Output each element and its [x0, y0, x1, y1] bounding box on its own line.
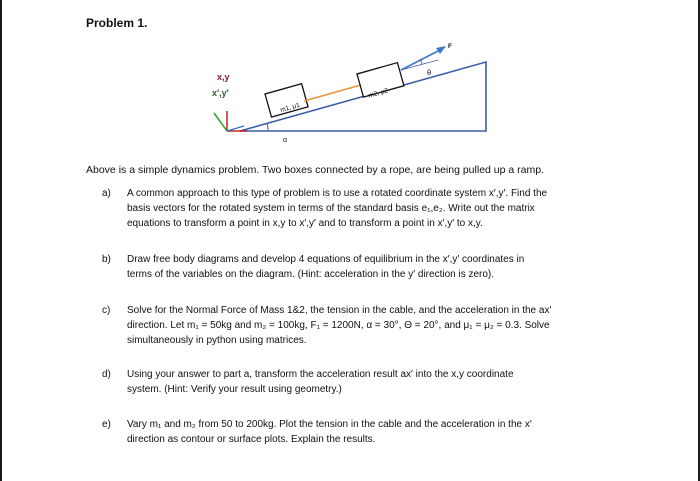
alpha-label: α — [283, 137, 288, 144]
question-letter: b) — [102, 254, 111, 265]
ramp-direction-guide — [401, 60, 438, 70]
rope — [304, 85, 361, 101]
question-line: Using your answer to part a, transform the acceleration result ax′ into the x,y coordinate — [127, 369, 514, 380]
question-line: A common approach to this type of problem is to use a rotated coordinate system x′,y′. Find the — [127, 188, 548, 199]
xpyp-label: x′,y′ — [212, 88, 229, 98]
box-m2-label: m2, μ2 — [367, 87, 389, 100]
question-line: system. (Hint: Verify your result using geometry.) — [127, 383, 342, 395]
xy-label: x,y — [217, 72, 230, 82]
problem-title: Problem 1. — [86, 16, 148, 30]
box-m1-label: m1, μ1 — [279, 101, 301, 115]
question-letter: c) — [102, 305, 111, 316]
question-line: terms of the variables on the diagram. (Hint: acceleration in the y′ direction is zero). — [127, 268, 495, 280]
y-prime-axis-green — [214, 113, 227, 131]
question-line: equations to transform a point in x,y to x′,y′ and to transform a point in x′,y′ to x,y. — [127, 217, 483, 229]
question-line: direction as contour or surface plots. Explain the results. — [127, 433, 376, 445]
question-line: Draw free body diagrams and develop 4 equations of equilibrium in the x′,y′ coordinates in — [127, 254, 525, 265]
question-line: simultaneously in python using matrices. — [127, 334, 307, 346]
question-line: direction. Let m₁ = 50kg and m₂ = 100kg, F₁ = 1200N, α = 30°, Θ = 20°, and μ₁ = μ₂ = 0.3. Solve — [127, 319, 550, 331]
force-label: F — [448, 43, 452, 50]
question-letter: e) — [102, 419, 111, 430]
alpha-arc — [267, 123, 268, 131]
theta-label: θ — [427, 68, 432, 77]
question-letter: a) — [102, 188, 111, 199]
force-arrowhead — [436, 46, 446, 54]
question-line: Vary m₁ and m₂ from 50 to 200kg. Plot the tension in the cable and the acceleration in the x′ — [127, 419, 532, 430]
question-letter: d) — [102, 369, 111, 380]
question-line: basis vectors for the rotated system in terms of the standard basis e₁,e₂. Write out the matrix — [127, 202, 535, 214]
ramp-diagram — [0, 0, 700, 160]
problem-intro: Above is a simple dynamics problem. Two boxes connected by a rope, are being pulled up a ramp. — [86, 164, 544, 176]
question-line: Solve for the Normal Force of Mass 1&2, the tension in the cable, and the acceleration in the ax′ — [127, 305, 552, 316]
